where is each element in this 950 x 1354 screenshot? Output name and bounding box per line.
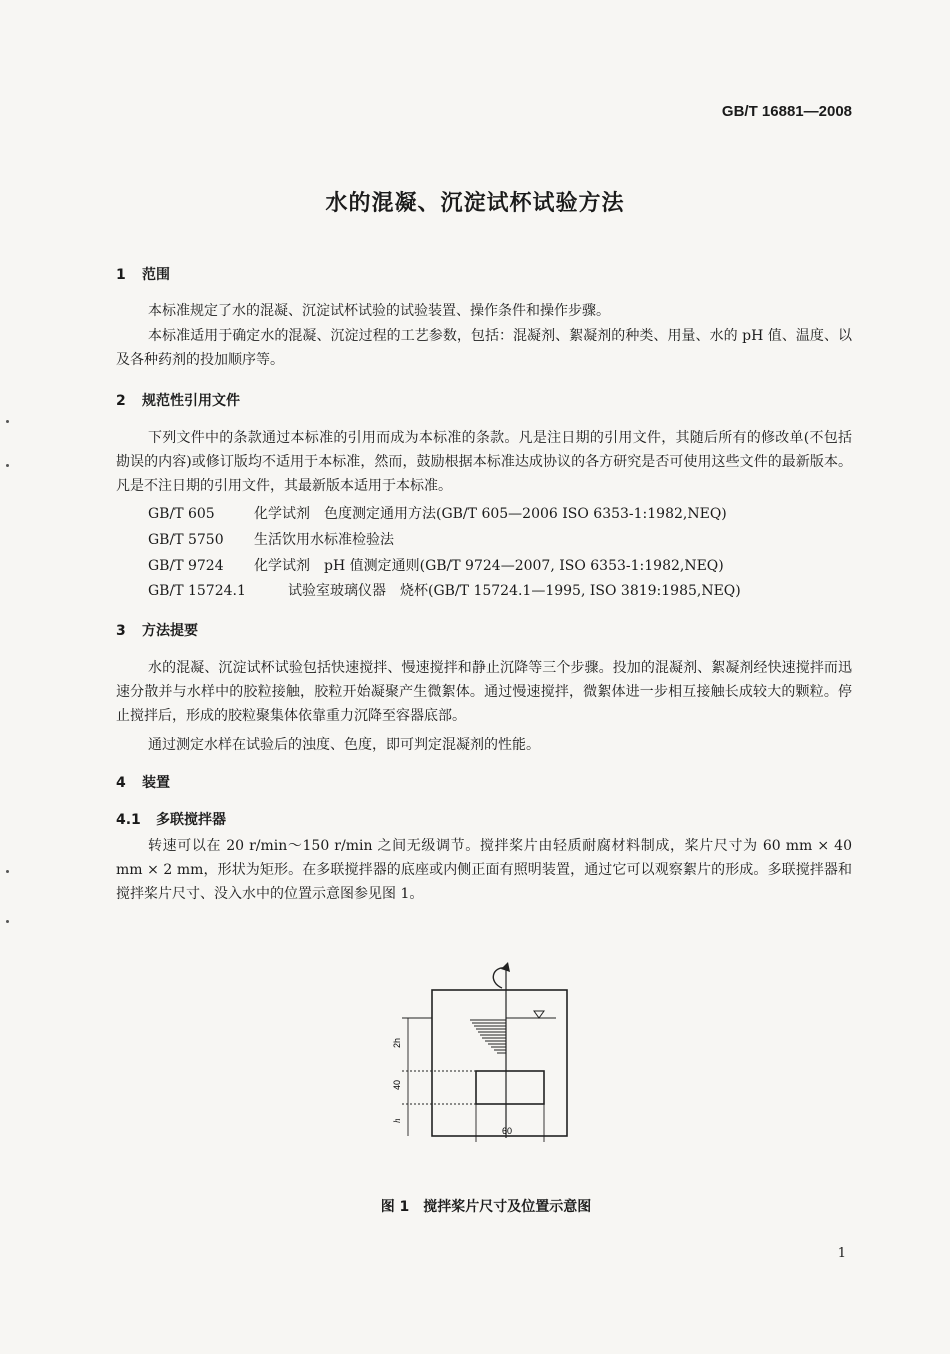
section-title: 范围: [142, 267, 170, 283]
reference-code: GB/T 9724: [148, 558, 224, 574]
section-1-paragraph-2: 本标准适用于确定水的混凝、沉淀过程的工艺参数，包括：混凝剂、絮凝剂的种类、用量、水的 pH 值、温度、以及各种药剂的投加顺序等。: [116, 328, 852, 368]
subsection-4-1-heading: [116, 809, 226, 829]
section-1-paragraph-1: 本标准规定了水的混凝、沉淀试杯试验的试验装置、操作条件和操作步骤。: [148, 303, 610, 319]
reference-code: GB/T 605: [148, 506, 215, 522]
subsection-number: 4.1: [116, 812, 141, 828]
stirrer-paddle-diagram: [380, 958, 580, 1142]
scan-speck: [6, 420, 9, 423]
reference-name: 生活饮用水标准检验法: [254, 532, 394, 548]
scan-speck: [6, 920, 9, 923]
scan-speck: [6, 870, 9, 873]
page-number: 1: [837, 1246, 846, 1261]
reference-name: 试验室玻璃仪器 烧杯(GB/T 15724.1—1995, ISO 3819:1985,NEQ): [288, 583, 741, 599]
rotation-arrow-icon: [493, 968, 506, 988]
subsection-4-1-paragraph: 转速可以在 20 r/min～150 r/min 之间无级调节。搅拌桨片由轻质耐腐材料制成，桨片尺寸为 60 mm × 40 mm × 2 mm，形状为矩形。在多联搅拌器的底座或内侧正面有照明装置，通过它可以观察絮片的形成。多联搅拌器和搅拌桨片尺寸、没入水中的位置示意图参见图 1。: [116, 838, 852, 902]
reference-item: [148, 503, 727, 523]
bottom-label: h: [392, 1118, 402, 1123]
beaker-outline: [432, 990, 567, 1136]
reference-item: [148, 555, 724, 575]
horizontal-dimension-line: [476, 1104, 544, 1142]
height-label: 40: [392, 1079, 402, 1090]
width-label: 60: [502, 1126, 513, 1136]
section-title: 装置: [142, 775, 170, 791]
reference-name: 化学试剂 色度测定通用方法(GB/T 605—2006 ISO 6353-1:1982,NEQ): [254, 506, 727, 522]
reference-code: GB/T 15724.1: [148, 583, 246, 599]
paddle-blade: [476, 1071, 544, 1104]
section-3-heading: [116, 620, 198, 640]
section-number: 3: [116, 623, 126, 639]
section-2-paragraph-1: 下列文件中的条款通过本标准的引用而成为本标准的条款。凡是注日期的引用文件，其随后所有的修改单(不包括勘误的内容)或修订版均不适用于本标准，然而，鼓励根据本标准达成协议的各方研究是否可使用这些文件的最新版本。凡是不注日期的引用文件，其最新版本适用于本标准。: [116, 430, 852, 494]
water-level-icon: [534, 1011, 544, 1018]
scan-speck: [6, 464, 9, 467]
subsection-title: 多联搅拌器: [156, 812, 226, 828]
section-number: 4: [116, 775, 126, 791]
section-title: 方法提要: [142, 623, 198, 639]
section-number: 1: [116, 267, 126, 283]
section-4-heading: [116, 772, 170, 792]
reference-code: GB/T 5750: [148, 532, 224, 548]
standard-code: GB/T 16881—2008: [721, 103, 852, 120]
reference-name: 化学试剂 pH 值测定通则(GB/T 9724—2007, ISO 6353-1:1982,NEQ): [254, 558, 724, 574]
water-hatching: [470, 1020, 506, 1053]
vertical-dimension-line: [402, 1018, 476, 1136]
figure-caption: 图 1 搅拌桨片尺寸及位置示意图: [380, 1199, 592, 1215]
depth-label: 2h: [392, 1037, 402, 1048]
section-title: 规范性引用文件: [142, 393, 240, 409]
section-2-heading: [116, 390, 240, 410]
reference-item: [148, 580, 741, 600]
section-3-paragraph-2: 通过测定水样在试验后的浊度、色度，即可判定混凝剂的性能。: [148, 737, 540, 753]
document-title: 水的混凝、沉淀试杯试验方法: [325, 191, 625, 216]
reference-item: [148, 529, 394, 549]
section-number: 2: [116, 393, 126, 409]
section-1-heading: [116, 264, 170, 284]
section-3-paragraph-1: 水的混凝、沉淀试杯试验包括快速搅拌、慢速搅拌和静止沉降等三个步骤。投加的混凝剂、絮凝剂经快速搅拌而迅速分散并与水样中的胶粒接触，胶粒开始凝聚产生微絮体。通过慢速搅拌，微絮体进一步相互接触长成较大的颗粒。停止搅拌后，形成的胶粒聚集体依靠重力沉降至容器底部。: [116, 660, 852, 724]
